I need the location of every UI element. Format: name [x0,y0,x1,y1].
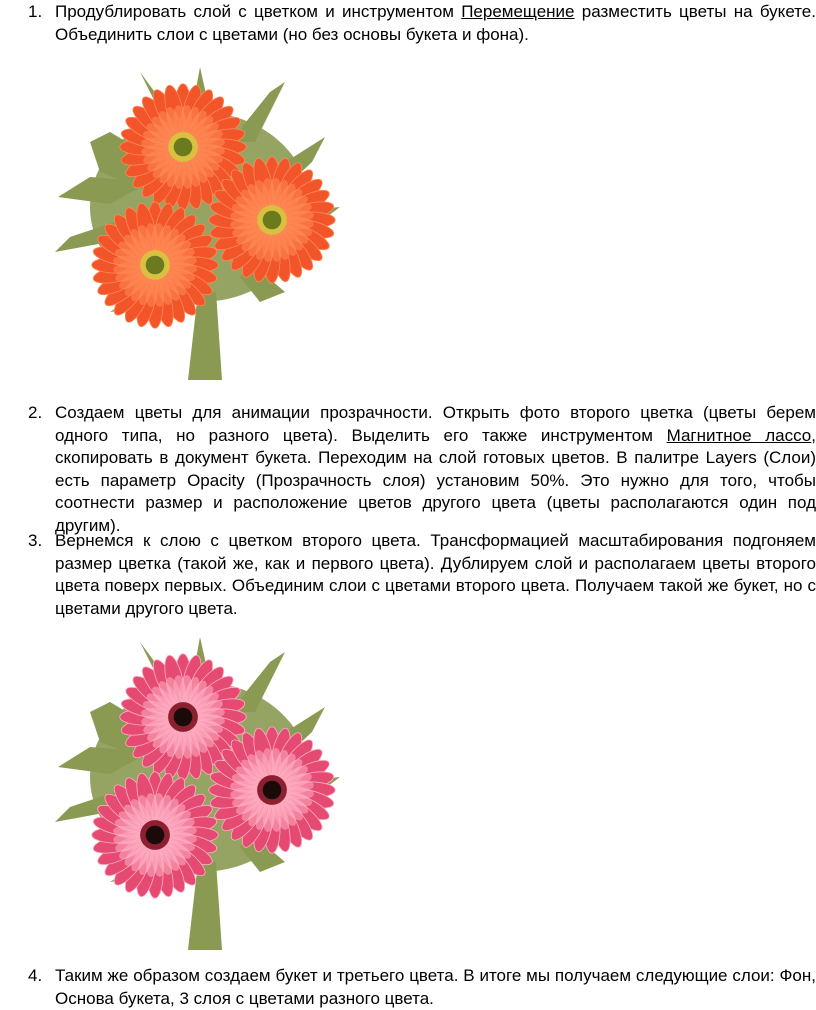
list-item-1 [0,1,816,47]
flower-center [146,826,165,845]
text-run: разместить цветы на букете. Объединить слои с цветами (но без основы букета и фона). [55,2,816,44]
text-run: Продублировать слой с цветком и инструментом [55,2,462,21]
text-run: Создаем цветы для анимации прозрачности. Открыть фото второго цветка (цветы берем одного типа, но разного цвета). Выделить его также инструментом [55,403,816,445]
item-text [55,402,816,537]
item-number: 2. [28,403,43,422]
flower-center [263,781,282,800]
text-run: Вернемся к слою с цветком второго цвета. Трансформацией масштабирования подгоняем размер цветка (такой же, как и первого цвета). Дублируем слой и располагаем цветы второго цвета поверх первых. Объединим слои с цветами второго цвета. Получаем такой же букет, но с цветами другого цвета. [55,531,816,618]
bouquet-image-pink [50,632,340,952]
item-number: 4. [28,966,43,985]
flower-center [263,211,282,230]
bouquet-image-orange [50,62,340,384]
item-text [55,530,816,620]
text-run: Таким же образом создаем букет и третьего цвета. В итоге мы получаем следующие слои: Фон, Основа букета, 3 слоя с цветами разного цвета. [55,966,816,1008]
bouquet-orange-svg [50,62,340,384]
tool-name: Магнитное лассо [666,425,812,445]
text-run: , скопировать в документ букета. Переходим на слой готовых цветов. В палитре Layers (Слои) есть параметр Opacity (Прозрачность слоя) установим 50%. Это нужно для того, чтобы соотнести размер и расположение цветов другого цвета (цветы располагаются один под другим). [55,425,816,535]
item-text [55,1,816,46]
item-number: 1. [28,2,43,21]
flower-center [174,138,193,157]
tool-name: Перемещение [461,2,575,21]
item-number: 3. [28,531,43,550]
list-item-2 [0,402,816,535]
list-item-4 [0,965,816,1010]
bouquet-pink-svg [50,632,340,952]
flower-center [174,708,193,727]
list-item-3 [0,530,816,620]
item-text [55,965,816,1010]
flower-center [146,256,165,275]
